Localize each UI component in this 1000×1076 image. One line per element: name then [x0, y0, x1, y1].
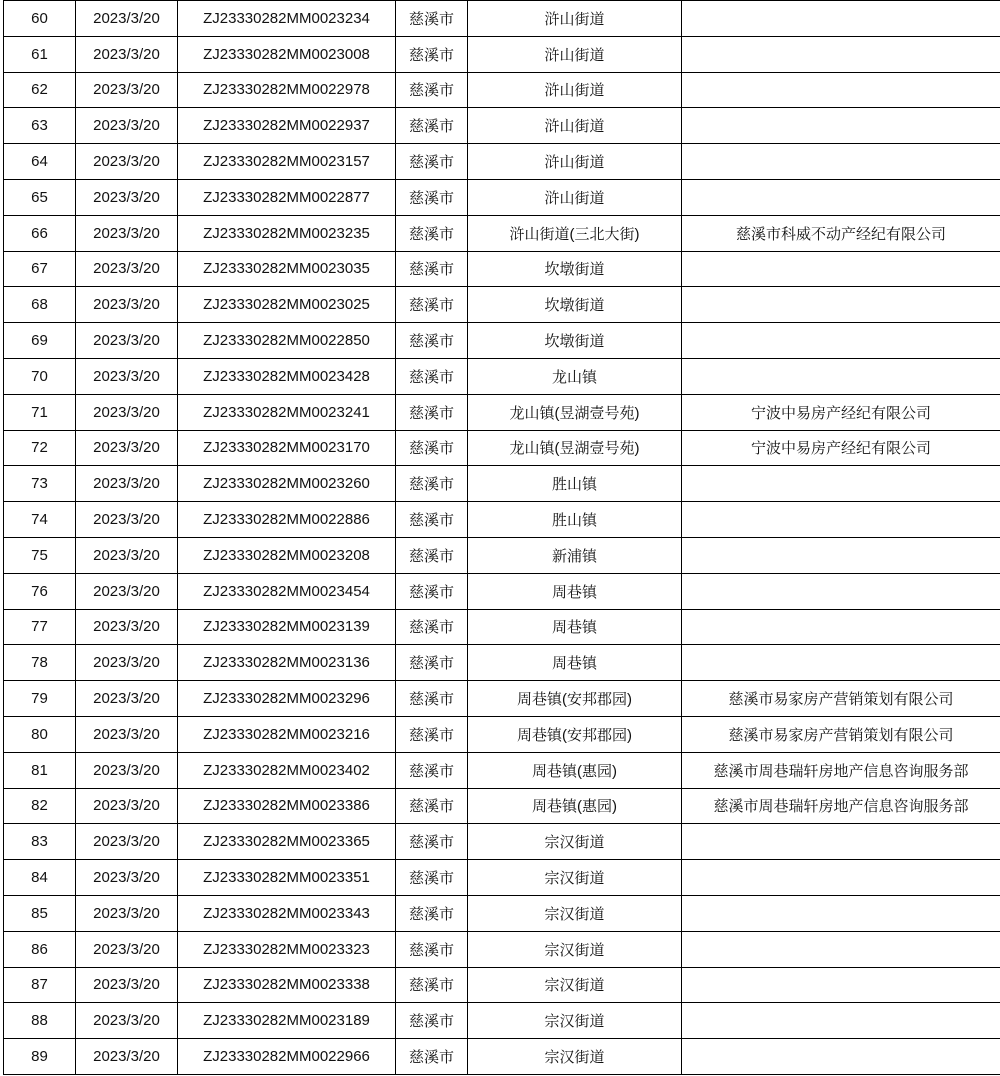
records-table-body [4, 1, 1000, 1075]
area-cell: 宗汉街道 [468, 824, 682, 860]
agency-cell [682, 287, 1000, 323]
area-cell: 浒山街道 [468, 144, 682, 180]
area-cell: 浒山街道 [468, 36, 682, 72]
date-cell: 2023/3/20 [76, 144, 178, 180]
area-cell: 宗汉街道 [468, 931, 682, 967]
date-cell: 2023/3/20 [76, 1003, 178, 1039]
agency-cell [682, 466, 1000, 502]
agency-cell [682, 537, 1000, 573]
record-code-cell: ZJ23330282MM0023208 [178, 537, 396, 573]
row-number-cell: 71 [4, 394, 76, 430]
agency-cell [682, 179, 1000, 215]
record-code-cell: ZJ23330282MM0023216 [178, 716, 396, 752]
date-cell: 2023/3/20 [76, 931, 178, 967]
row-number-cell: 82 [4, 788, 76, 824]
city-cell: 慈溪市 [396, 72, 468, 108]
agency-cell [682, 1003, 1000, 1039]
city-cell: 慈溪市 [396, 502, 468, 538]
agency-cell [682, 36, 1000, 72]
record-code-cell: ZJ23330282MM0023035 [178, 251, 396, 287]
date-cell: 2023/3/20 [76, 36, 178, 72]
agency-cell [682, 358, 1000, 394]
row-number-cell: 65 [4, 179, 76, 215]
row-number-cell: 81 [4, 752, 76, 788]
table-row [4, 466, 1000, 502]
table-row [4, 716, 1000, 752]
row-number-cell: 62 [4, 72, 76, 108]
city-cell: 慈溪市 [396, 108, 468, 144]
city-cell: 慈溪市 [396, 752, 468, 788]
table-row [4, 108, 1000, 144]
city-cell: 慈溪市 [396, 1003, 468, 1039]
row-number-cell: 78 [4, 645, 76, 681]
record-code-cell: ZJ23330282MM0023338 [178, 967, 396, 1003]
table-row [4, 752, 1000, 788]
table-row [4, 573, 1000, 609]
agency-cell: 宁波中易房产经纪有限公司 [682, 430, 1000, 466]
agency-cell [682, 967, 1000, 1003]
table-row [4, 215, 1000, 251]
city-cell: 慈溪市 [396, 466, 468, 502]
table-row [4, 323, 1000, 359]
row-number-cell: 72 [4, 430, 76, 466]
city-cell: 慈溪市 [396, 179, 468, 215]
record-code-cell: ZJ23330282MM0023008 [178, 36, 396, 72]
area-cell: 胜山镇 [468, 502, 682, 538]
record-code-cell: ZJ23330282MM0023025 [178, 287, 396, 323]
row-number-cell: 86 [4, 931, 76, 967]
area-cell: 胜山镇 [468, 466, 682, 502]
table-row [4, 967, 1000, 1003]
city-cell: 慈溪市 [396, 895, 468, 931]
agency-cell: 慈溪市周巷瑞轩房地产信息咨询服务部 [682, 788, 1000, 824]
record-code-cell: ZJ23330282MM0023241 [178, 394, 396, 430]
record-code-cell: ZJ23330282MM0022877 [178, 179, 396, 215]
area-cell: 浒山街道 [468, 1, 682, 37]
table-row [4, 394, 1000, 430]
record-code-cell: ZJ23330282MM0022937 [178, 108, 396, 144]
table-row [4, 36, 1000, 72]
record-code-cell: ZJ23330282MM0023343 [178, 895, 396, 931]
agency-cell: 慈溪市易家房产营销策划有限公司 [682, 681, 1000, 717]
record-code-cell: ZJ23330282MM0023351 [178, 860, 396, 896]
date-cell: 2023/3/20 [76, 251, 178, 287]
area-cell: 龙山镇(昱湖壹号苑) [468, 430, 682, 466]
record-code-cell: ZJ23330282MM0023260 [178, 466, 396, 502]
table-row [4, 931, 1000, 967]
date-cell: 2023/3/20 [76, 430, 178, 466]
agency-cell [682, 645, 1000, 681]
city-cell: 慈溪市 [396, 1, 468, 37]
date-cell: 2023/3/20 [76, 287, 178, 323]
date-cell: 2023/3/20 [76, 967, 178, 1003]
table-row [4, 645, 1000, 681]
date-cell: 2023/3/20 [76, 609, 178, 645]
record-code-cell: ZJ23330282MM0022850 [178, 323, 396, 359]
agency-cell [682, 824, 1000, 860]
row-number-cell: 89 [4, 1039, 76, 1075]
area-cell: 坎墩街道 [468, 323, 682, 359]
date-cell: 2023/3/20 [76, 537, 178, 573]
area-cell: 周巷镇 [468, 609, 682, 645]
table-row [4, 824, 1000, 860]
city-cell: 慈溪市 [396, 573, 468, 609]
record-code-cell: ZJ23330282MM0022966 [178, 1039, 396, 1075]
row-number-cell: 79 [4, 681, 76, 717]
row-number-cell: 83 [4, 824, 76, 860]
table-row [4, 537, 1000, 573]
agency-cell [682, 609, 1000, 645]
row-number-cell: 63 [4, 108, 76, 144]
agency-cell [682, 860, 1000, 896]
record-code-cell: ZJ23330282MM0023157 [178, 144, 396, 180]
record-code-cell: ZJ23330282MM0023296 [178, 681, 396, 717]
table-row [4, 287, 1000, 323]
row-number-cell: 85 [4, 895, 76, 931]
area-cell: 浒山街道 [468, 108, 682, 144]
record-code-cell: ZJ23330282MM0023402 [178, 752, 396, 788]
record-code-cell: ZJ23330282MM0023365 [178, 824, 396, 860]
record-code-cell: ZJ23330282MM0023235 [178, 215, 396, 251]
city-cell: 慈溪市 [396, 824, 468, 860]
row-number-cell: 68 [4, 287, 76, 323]
date-cell: 2023/3/20 [76, 645, 178, 681]
table-row [4, 895, 1000, 931]
city-cell: 慈溪市 [396, 967, 468, 1003]
row-number-cell: 84 [4, 860, 76, 896]
records-table [3, 0, 1000, 1075]
record-code-cell: ZJ23330282MM0023323 [178, 931, 396, 967]
table-row [4, 1003, 1000, 1039]
row-number-cell: 75 [4, 537, 76, 573]
row-number-cell: 60 [4, 1, 76, 37]
area-cell: 宗汉街道 [468, 967, 682, 1003]
table-row [4, 72, 1000, 108]
agency-cell: 慈溪市科威不动产经纪有限公司 [682, 215, 1000, 251]
date-cell: 2023/3/20 [76, 1039, 178, 1075]
table-row [4, 144, 1000, 180]
date-cell: 2023/3/20 [76, 108, 178, 144]
agency-cell [682, 573, 1000, 609]
area-cell: 周巷镇 [468, 573, 682, 609]
table-row [4, 358, 1000, 394]
date-cell: 2023/3/20 [76, 752, 178, 788]
area-cell: 周巷镇(惠园) [468, 752, 682, 788]
area-cell: 宗汉街道 [468, 860, 682, 896]
city-cell: 慈溪市 [396, 144, 468, 180]
row-number-cell: 76 [4, 573, 76, 609]
city-cell: 慈溪市 [396, 215, 468, 251]
date-cell: 2023/3/20 [76, 358, 178, 394]
area-cell: 龙山镇(昱湖壹号苑) [468, 394, 682, 430]
date-cell: 2023/3/20 [76, 179, 178, 215]
city-cell: 慈溪市 [396, 251, 468, 287]
row-number-cell: 88 [4, 1003, 76, 1039]
area-cell: 浒山街道(三北大街) [468, 215, 682, 251]
agency-cell: 慈溪市周巷瑞轩房地产信息咨询服务部 [682, 752, 1000, 788]
agency-cell: 慈溪市易家房产营销策划有限公司 [682, 716, 1000, 752]
area-cell: 浒山街道 [468, 179, 682, 215]
date-cell: 2023/3/20 [76, 215, 178, 251]
record-code-cell: ZJ23330282MM0023428 [178, 358, 396, 394]
agency-cell: 宁波中易房产经纪有限公司 [682, 394, 1000, 430]
city-cell: 慈溪市 [396, 323, 468, 359]
record-code-cell: ZJ23330282MM0022886 [178, 502, 396, 538]
date-cell: 2023/3/20 [76, 895, 178, 931]
table-row [4, 681, 1000, 717]
city-cell: 慈溪市 [396, 931, 468, 967]
row-number-cell: 61 [4, 36, 76, 72]
row-number-cell: 87 [4, 967, 76, 1003]
agency-cell [682, 323, 1000, 359]
date-cell: 2023/3/20 [76, 72, 178, 108]
date-cell: 2023/3/20 [76, 502, 178, 538]
record-code-cell: ZJ23330282MM0023386 [178, 788, 396, 824]
agency-cell [682, 502, 1000, 538]
row-number-cell: 74 [4, 502, 76, 538]
city-cell: 慈溪市 [396, 645, 468, 681]
table-row [4, 1039, 1000, 1075]
date-cell: 2023/3/20 [76, 466, 178, 502]
row-number-cell: 66 [4, 215, 76, 251]
table-row [4, 251, 1000, 287]
city-cell: 慈溪市 [396, 430, 468, 466]
area-cell: 周巷镇 [468, 645, 682, 681]
date-cell: 2023/3/20 [76, 1, 178, 37]
date-cell: 2023/3/20 [76, 716, 178, 752]
city-cell: 慈溪市 [396, 716, 468, 752]
row-number-cell: 67 [4, 251, 76, 287]
date-cell: 2023/3/20 [76, 681, 178, 717]
city-cell: 慈溪市 [396, 1039, 468, 1075]
area-cell: 周巷镇(安邦郡园) [468, 681, 682, 717]
agency-cell [682, 108, 1000, 144]
agency-cell [682, 931, 1000, 967]
agency-cell [682, 1, 1000, 37]
record-code-cell: ZJ23330282MM0023139 [178, 609, 396, 645]
area-cell: 坎墩街道 [468, 251, 682, 287]
table-row [4, 179, 1000, 215]
row-number-cell: 77 [4, 609, 76, 645]
area-cell: 龙山镇 [468, 358, 682, 394]
table-row [4, 430, 1000, 466]
date-cell: 2023/3/20 [76, 860, 178, 896]
agency-cell [682, 1039, 1000, 1075]
area-cell: 宗汉街道 [468, 895, 682, 931]
date-cell: 2023/3/20 [76, 573, 178, 609]
row-number-cell: 64 [4, 144, 76, 180]
record-code-cell: ZJ23330282MM0023234 [178, 1, 396, 37]
city-cell: 慈溪市 [396, 609, 468, 645]
area-cell: 周巷镇(惠园) [468, 788, 682, 824]
date-cell: 2023/3/20 [76, 394, 178, 430]
agency-cell [682, 251, 1000, 287]
city-cell: 慈溪市 [396, 860, 468, 896]
date-cell: 2023/3/20 [76, 824, 178, 860]
area-cell: 新浦镇 [468, 537, 682, 573]
record-code-cell: ZJ23330282MM0023189 [178, 1003, 396, 1039]
city-cell: 慈溪市 [396, 394, 468, 430]
area-cell: 周巷镇(安邦郡园) [468, 716, 682, 752]
area-cell: 坎墩街道 [468, 287, 682, 323]
date-cell: 2023/3/20 [76, 788, 178, 824]
city-cell: 慈溪市 [396, 36, 468, 72]
area-cell: 宗汉街道 [468, 1003, 682, 1039]
table-row [4, 860, 1000, 896]
city-cell: 慈溪市 [396, 681, 468, 717]
area-cell: 浒山街道 [468, 72, 682, 108]
city-cell: 慈溪市 [396, 537, 468, 573]
row-number-cell: 69 [4, 323, 76, 359]
city-cell: 慈溪市 [396, 358, 468, 394]
row-number-cell: 80 [4, 716, 76, 752]
table-row [4, 502, 1000, 538]
agency-cell [682, 72, 1000, 108]
agency-cell [682, 144, 1000, 180]
area-cell: 宗汉街道 [468, 1039, 682, 1075]
row-number-cell: 70 [4, 358, 76, 394]
agency-cell [682, 895, 1000, 931]
row-number-cell: 73 [4, 466, 76, 502]
city-cell: 慈溪市 [396, 287, 468, 323]
date-cell: 2023/3/20 [76, 323, 178, 359]
record-code-cell: ZJ23330282MM0023454 [178, 573, 396, 609]
city-cell: 慈溪市 [396, 788, 468, 824]
record-code-cell: ZJ23330282MM0023136 [178, 645, 396, 681]
record-code-cell: ZJ23330282MM0023170 [178, 430, 396, 466]
table-row [4, 609, 1000, 645]
table-row [4, 1, 1000, 37]
record-code-cell: ZJ23330282MM0022978 [178, 72, 396, 108]
table-row [4, 788, 1000, 824]
